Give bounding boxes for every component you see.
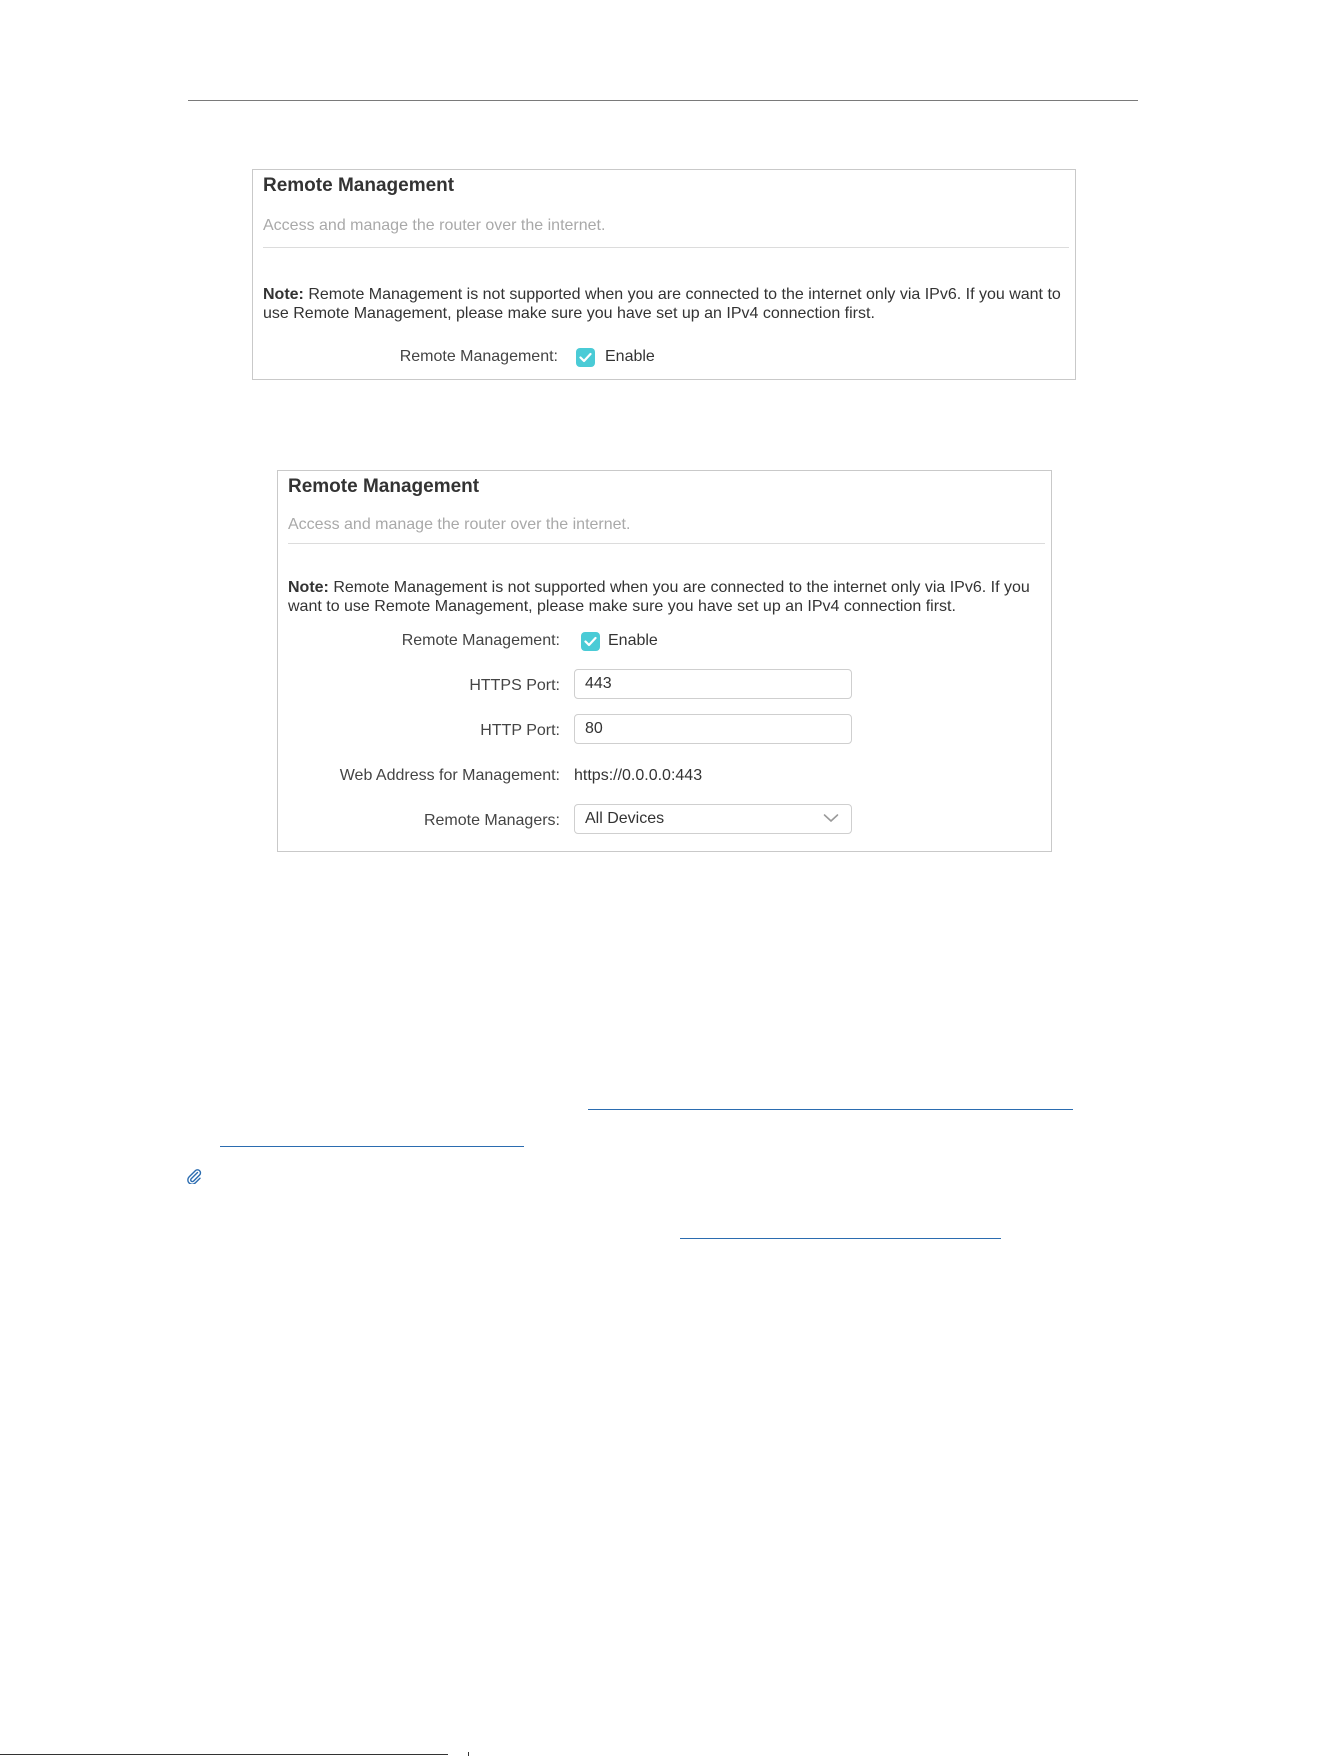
panel-title: Remote Management: [288, 476, 480, 497]
web-address-label: Web Address for Management:: [339, 767, 560, 784]
enable-label: Enable: [605, 348, 655, 365]
remote-management-label: Remote Management:: [399, 348, 558, 365]
remote-managers-selected-value: All Devices: [585, 810, 665, 827]
http-port-input[interactable]: 80: [574, 714, 852, 744]
https-port-label: HTTPS Port:: [469, 677, 560, 694]
enable-label: Enable: [608, 632, 658, 649]
chevron-down-icon: [823, 812, 839, 824]
remote-management-panel-collapsed: [252, 169, 1076, 380]
panel-description: Access and manage the router over the internet.: [263, 217, 606, 234]
http-port-label: HTTP Port:: [480, 722, 560, 739]
footer-tick: [468, 1752, 469, 1756]
remote-management-enable-checkbox[interactable]: [581, 632, 600, 651]
note-label: Note:: [288, 579, 329, 596]
link-underline-1[interactable]: [588, 1109, 1073, 1110]
panel-description: Access and manage the router over the internet.: [288, 516, 631, 533]
panel-note: [288, 578, 1050, 616]
https-port-input[interactable]: 443: [574, 669, 852, 699]
remote-managers-label: Remote Managers:: [423, 812, 560, 829]
remote-management-panel-expanded: [277, 470, 1052, 852]
remote-managers-select[interactable]: [574, 804, 852, 834]
panel-title: Remote Management: [263, 175, 455, 196]
panel-divider: [263, 247, 1069, 248]
panel-divider: [288, 543, 1045, 544]
note-text: Remote Management is not supported when you are connected to the internet only via IPv6. If you want to use Remote Management, please make sure you have set up an IPv4 connection first.: [263, 286, 1061, 322]
note-text: Remote Management is not supported when you are connected to the internet only via IPv6. If you want to use Remote Management, please make sure you have set up an IPv4 connection first.: [288, 579, 1030, 615]
remote-management-label: Remote Management:: [401, 632, 560, 649]
check-icon: [584, 636, 597, 647]
panel-note: [263, 285, 1069, 323]
header-rule: [188, 100, 1138, 101]
link-underline-2[interactable]: [220, 1146, 524, 1147]
link-underline-3[interactable]: [680, 1238, 1001, 1239]
paperclip-icon: [186, 1168, 202, 1184]
web-address-value: https://0.0.0.0:443: [574, 767, 703, 784]
remote-management-enable-checkbox[interactable]: [576, 348, 595, 367]
check-icon: [579, 352, 592, 363]
footer-rule: [0, 1754, 448, 1755]
note-label: Note:: [263, 286, 304, 303]
